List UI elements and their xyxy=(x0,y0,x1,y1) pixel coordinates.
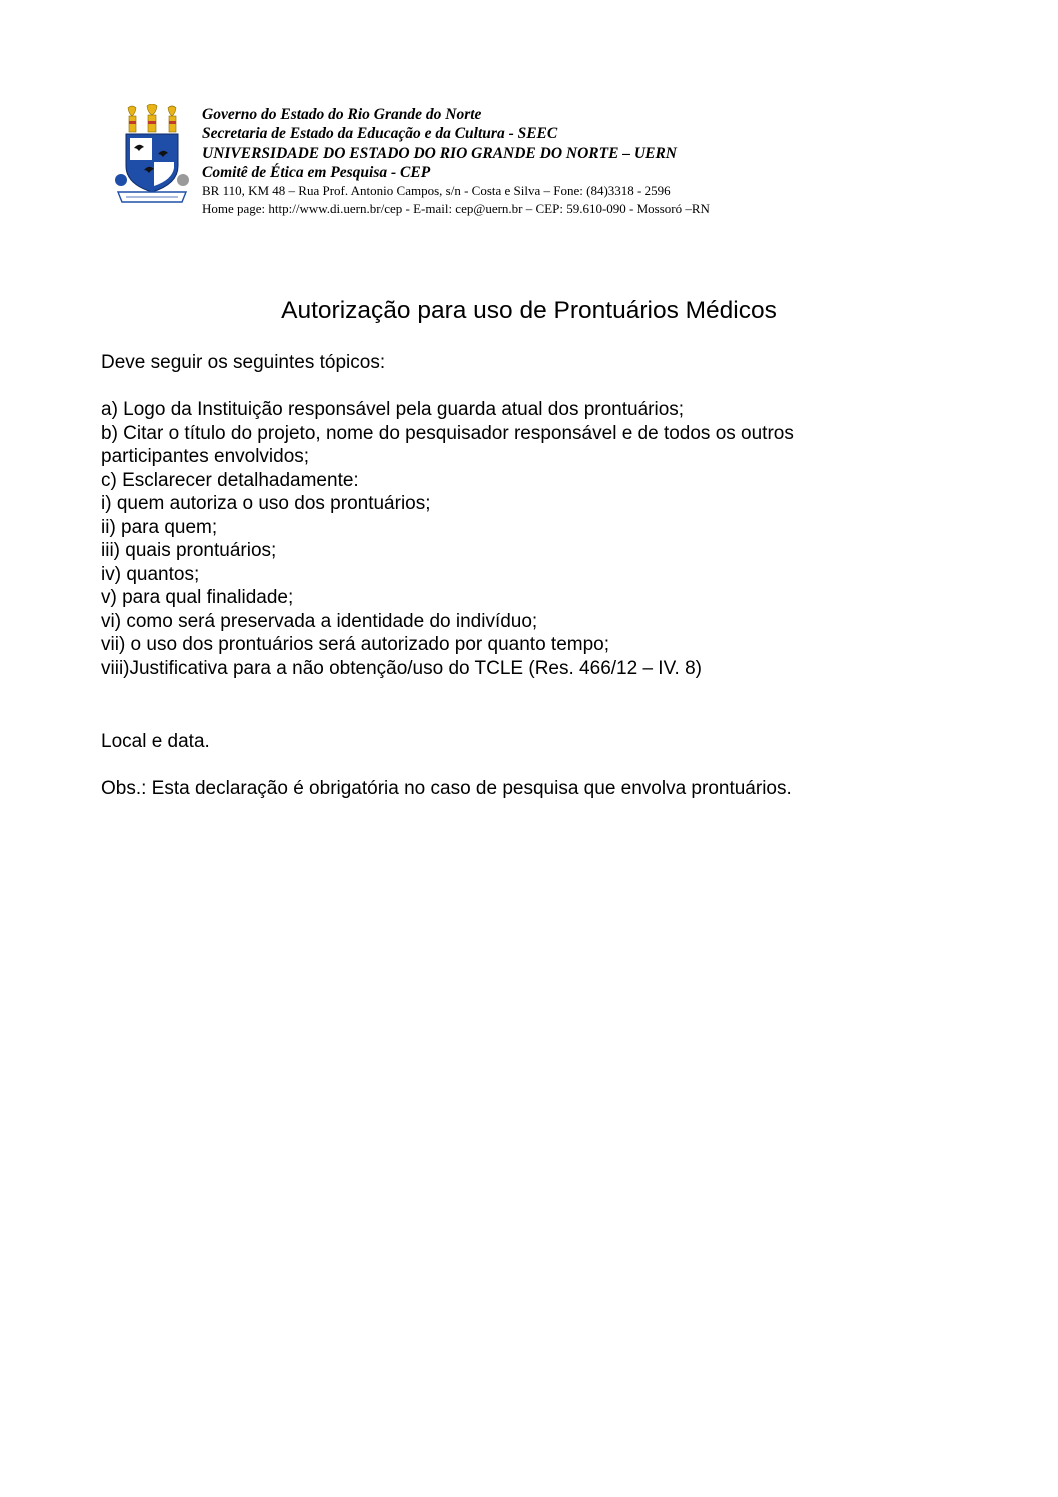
list-item: vi) como será preservada a identidade do indivíduo; xyxy=(101,610,538,632)
list-item: a) Logo da Instituição responsável pela guarda atual dos prontuários; xyxy=(101,399,685,420)
list-item: participantes envolvidos; xyxy=(101,446,310,467)
letterhead-text xyxy=(202,105,710,217)
university-name: UNIVERSIDADE DO ESTADO DO RIO GRANDE DO NORTE – UERN xyxy=(202,144,677,162)
list-item: c) Esclarecer detalhadamente: xyxy=(101,469,359,491)
list-item: i) quem autoriza o uso dos prontuários; xyxy=(101,493,431,514)
intro-text: Deve seguir os seguintes tópicos: xyxy=(101,352,386,373)
list-item: viii)Justificativa para a não obtenção/uso do TCLE (Res. 466/12 – IV. 8) xyxy=(101,657,702,679)
list-item: v) para qual finalidade; xyxy=(101,587,294,608)
secretariat-name: Secretaria de Estado da Educação e da Cultura - SEEC xyxy=(202,125,558,143)
list-item: iv) quantos; xyxy=(101,563,200,585)
list-item: vii) o uso dos prontuários será autorizado por quanto tempo; xyxy=(101,634,610,655)
local-and-date: Local e data. xyxy=(101,731,210,752)
list-item: ii) para quem; xyxy=(101,516,218,538)
observation-note: Obs.: Esta declaração é obrigatória no caso de pesquisa que envolva prontuários. xyxy=(101,778,792,799)
address-line: BR 110, KM 48 – Rua Prof. Antonio Campos, s/n - Costa e Silva – Fone: (84)3318 - 2596 xyxy=(202,183,671,199)
contact-line: Home page: http://www.di.uern.br/cep - E-mail: cep@uern.br – CEP: 59.610-090 - Mossoró –RN xyxy=(202,200,710,216)
document-title: Autorização para uso de Prontuários Médicos xyxy=(281,297,777,324)
uern-logo-icon xyxy=(114,104,190,208)
letterhead xyxy=(114,104,1014,224)
list-item: iii) quais prontuários; xyxy=(101,540,277,561)
topic-list xyxy=(101,398,794,680)
government-name: Governo do Estado do Rio Grande do Norte xyxy=(202,106,482,123)
committee-name: Comitê de Ética em Pesquisa - CEP xyxy=(202,163,431,181)
list-item: b) Citar o título do projeto, nome do pesquisador responsável e de todos os outros xyxy=(101,422,794,444)
